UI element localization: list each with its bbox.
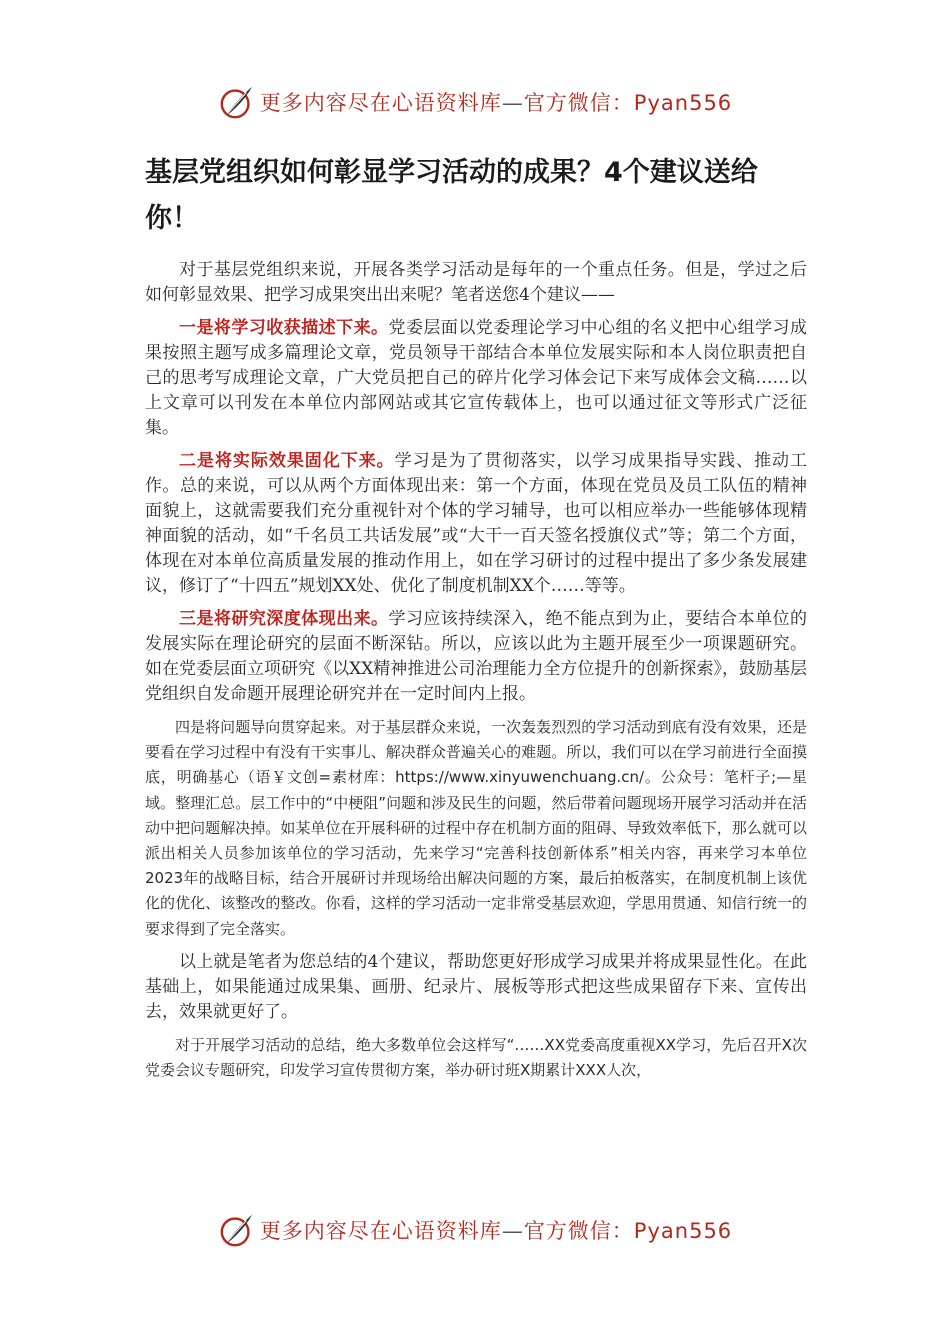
paragraph-text: 四是将问题导向贯穿起来。对于基层群众来说，一次轰轰烈烈的学习活动到底有没有效果，还是要看在学习过程中有没有干实事儿、解决群众普遍关心的难题。所以，我们可以在学习前进行全面摸底，明确基心（语￥文创=素材库：https://www.xinyuwenchuang.cn/。公众号：笔杆子;—星域。整理汇总。层工作中的“中梗阻”问题和涉及民生的问题，然后带着问题现场开展学习活动并在活动中把问题解决掉。如某单位在开展科研的过程中存在机制方面的阻碍、导致效率低下，那么就可以派出相关人员参加该单位的学习活动，先来学习“完善科技创新体系”相关内容，再来学习本单位2023年的战略目标，结合开展研讨并现场给出解决问题的方案，最后拍板落实，在制度机制上该优化的优化、该整改的整改。你看，这样的学习活动一定非常受基层欢迎，学思用贯通、知信行统一的要求得到了完全落实。 bbox=[145, 718, 807, 938]
paragraph bbox=[145, 316, 807, 441]
footer-banner bbox=[0, 1208, 950, 1252]
banner-wechat: 官方微信：Pyan556 bbox=[523, 91, 733, 115]
paragraph-lead: 一是将学习收获描述下来。 bbox=[179, 318, 389, 338]
banner-wechat: 官方微信：Pyan556 bbox=[523, 1219, 733, 1243]
paragraph bbox=[145, 449, 807, 599]
paragraph bbox=[145, 607, 807, 707]
paragraph-text: 学习应该持续深入，绝不能点到为止，要结合本单位的发展实际在理论研究的层面不断深钻。所以，应该以此为主题开展至少一项课题研究。如在党委层面立项研究《以XX精神推进公司治理能力全方位提升的创新探索》，鼓励基层党组织自发命题开展理论研究并在一定时间内上报。 bbox=[145, 609, 808, 704]
paragraph-text: 对于开展学习活动的总结，绝大多数单位会这样写“……XX党委高度重视XX学习，先后召开X次党委会议专题研究，印发学习宣传贯彻方案，举办研讨班X期累计XXX人次， bbox=[145, 1035, 807, 1080]
banner-separator: — bbox=[501, 1219, 524, 1243]
banner-text bbox=[260, 87, 732, 117]
paragraph-lead: 三是将研究深度体现出来。 bbox=[179, 609, 389, 629]
paragraph-text: 对于基层党组织来说，开展各类学习活动是每年的一个重点任务。但是，学过之后如何彰显效果、把学习成果突出出来呢？笔者送您4个建议—— bbox=[145, 260, 807, 305]
paragraph-lead: 二是将实际效果固化下来。 bbox=[179, 451, 395, 471]
banner-title: 更多内容尽在心语资料库 bbox=[259, 1219, 502, 1243]
paragraph bbox=[145, 1033, 807, 1083]
paragraph bbox=[145, 950, 807, 1025]
banner-text bbox=[260, 1215, 732, 1245]
article-body bbox=[145, 258, 807, 1083]
paragraph-text: 以上就是笔者为您总结的4个建议，帮助您更好形成学习成果并将成果显性化。在此基础上，如果能通过成果集、画册、纪录片、展板等形式把这些成果留存下来、宣传出去，效果就更好了。 bbox=[145, 951, 807, 1022]
paragraph bbox=[145, 715, 807, 942]
paragraph-text: 党委层面以党委理论学习中心组的名义把中心组学习成果按照主题写成多篇理论文章，党员领导干部结合本单位发展实际和本人岗位职责把自己的思考写成理论文章，广大党员把自己的碎片化学习体会记下来写成体会文稿……以上文章可以刊发在本单位内部网站或其它宣传载体上，也可以通过征文等形式广泛征集。 bbox=[145, 318, 808, 438]
pen-feather-logo-icon bbox=[218, 83, 256, 121]
pen-feather-logo-icon bbox=[218, 1211, 256, 1249]
paragraph-text: 学习是为了贯彻落实，以学习成果指导实践、推动工作。总的来说，可以从两个方面体现出来：第一个方面，体现在党员及员工队伍的精神面貌上，这就需要我们充分重视针对个体的学习辅导，也可以相应举办一些能够体现精神面貌的活动，如“千名员工共话发展”或“大干一百天签名授旗仪式”等；第二个方面，体现在对本单位高质量发展的推动作用上，如在学习研讨的过程中提出了多少条发展建议，修订了“十四五”规划XX处、优化了制度机制XX个……等等。 bbox=[145, 451, 808, 596]
header-banner bbox=[0, 80, 950, 124]
banner-title: 更多内容尽在心语资料库 bbox=[259, 91, 502, 115]
paragraph bbox=[145, 258, 807, 308]
banner-separator: — bbox=[501, 91, 524, 115]
article-title: 基层党组织如何彰显学习活动的成果？4个建议送给你！ bbox=[145, 157, 758, 234]
